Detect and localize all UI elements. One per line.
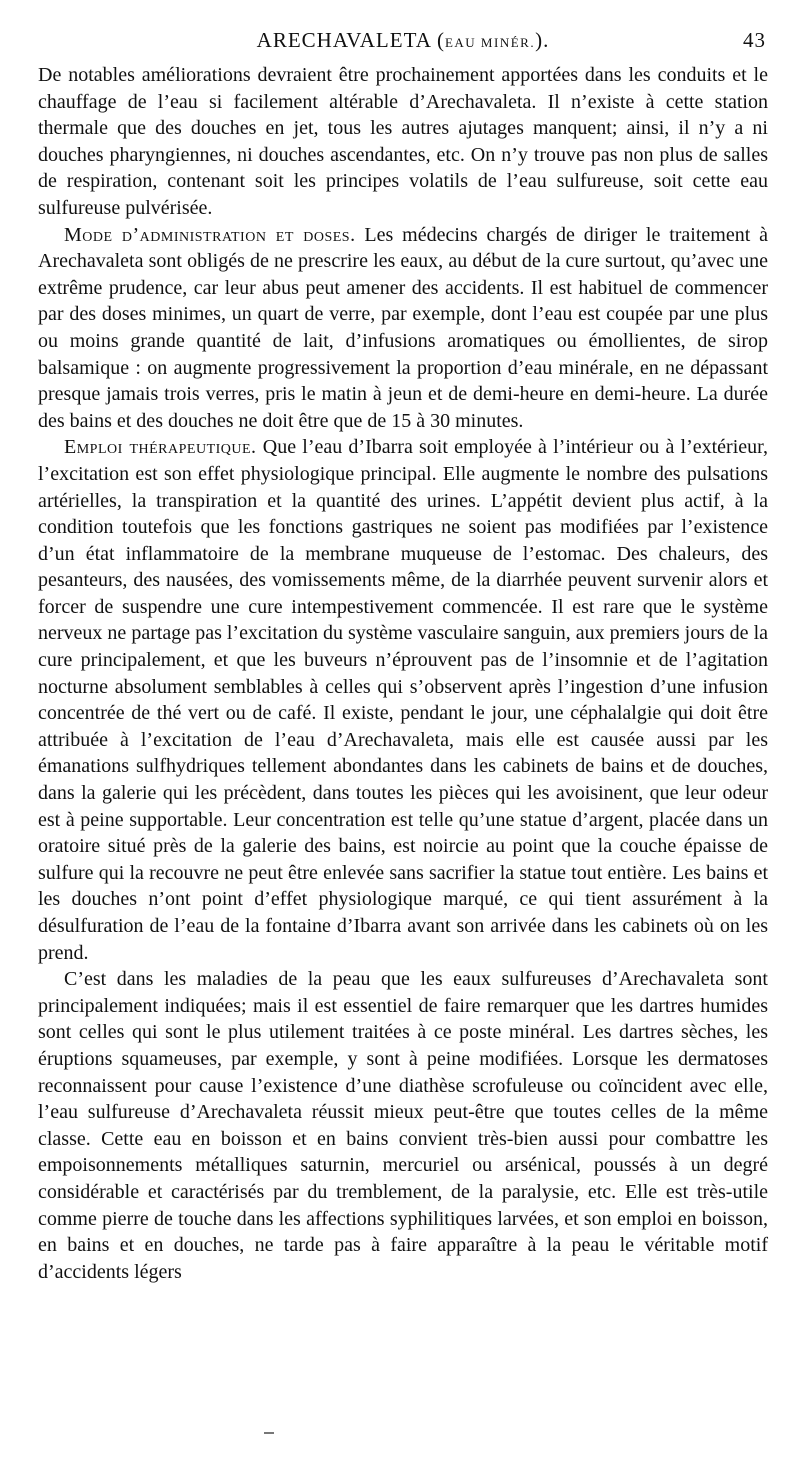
running-title-end: ).: [535, 28, 550, 52]
paragraph-administration: [38, 222, 768, 435]
running-title: [38, 28, 768, 53]
running-title-main: ARECHAVALETA (: [256, 28, 445, 52]
rubric-administration: Mode d’administration et doses.: [64, 223, 356, 246]
page-number: 43: [743, 28, 766, 52]
rubric-therapeutic: Emploi thérapeutique.: [64, 436, 257, 459]
footer-dash: [264, 1432, 274, 1434]
body-text: [38, 62, 768, 1285]
book-page: [38, 28, 768, 1285]
running-head: [38, 28, 768, 62]
paragraph-therapeutic: [38, 434, 768, 966]
paragraph-installations: De notables améliorations devraient être prochainement apportées dans les conduits et le chauffage de l’eau si facilement altérable d’Arechavaleta. Il n’existe à cette station thermale que des douches en jet, tous les autres ajutages manquent; ainsi, il n’y a ni douches pharyngiennes, ni douches ascendantes, etc. On n’y trouve pas non plus de salles de respiration, contenant soit les principes volatils de l’eau sulfureuse, soit cette eau sulfureuse pulvérisée.: [38, 64, 768, 219]
running-title-small-caps: EAU MINÉR.: [444, 35, 536, 50]
paragraph-administration-text: Les médecins chargés de diriger le traitement à Arechavaleta sont obligés de ne prescrire les eaux, au début de la cure surtout, qu’avec une extrême prudence, car leur abus peut amener des accidents. Il est habituel de commencer par des doses minimes, un quart de verre, par exemple, dont l’eau est coupée par une plus ou moins grande quantité de lait, d’infusions aromatiques ou émollientes, de sirop balsamique : on augmente progressivement la proportion d’eau minérale, en ne dépassant presque jamais trois verres, pris le matin à jeun et de demi-heure en demi-heure. La durée des bains et des douches ne doit être que de 15 à 30 minutes.: [38, 223, 768, 432]
paragraph-therapeutic-text: Que l’eau d’Ibarra soit employée à l’intérieur ou à l’extérieur, l’excitation est son effet physiologique principal. Elle augmente le nombre des pulsations artérielles, la transpiration et la quantité des urines. L’appétit devient plus actif, à la condition toutefois que les fonctions gastriques ne soient pas modifiées par l’existence d’un état inflammatoire de la membrane muqueuse de l’estomac. Des chaleurs, des pesanteurs, des nausées, des vomissements même, de la diarrhée peuvent survenir alors et forcer de suspendre une cure intempestivement commencée. Il est rare que le système nerveux ne partage pas l’excitation du système vasculaire sanguin, aux premiers jours de la cure principalement, et que les buveurs n’éprouvent pas de l’insomnie et de l’agitation nocturne absolument semblables à celles qui s’observent après l’ingestion d’une infusion concentrée de thé vert ou de café. Il existe, pendant le jour, une céphalalgie qui doit être attribuée à l’excitation de l’eau d’Arechavaleta, mais elle est causée aussi par les émanations sulfhydriques tellement abondantes dans les cabinets de bains et de douches, dans la galerie qui les précèdent, dans toutes les pièces qui les avoisinent, que leur odeur est à peine supportable. Leur concentration est telle qu’une statue d’argent, placée dans un oratoire situé près de la galerie des bains, est noircie au point que la couche épaisse de sulfure qui la recouvre ne peut être enlevée sans sacrifier la statue tout entière. Les bains et les douches n’ont point d’effet physiologique marqué, ce qui tient assurément à la désulfuration de l’eau de la fontaine d’Ibarra avant son arrivée dans les cabinets où on les prend.: [38, 436, 768, 964]
paragraph-skin-diseases: C’est dans les maladies de la peau que les eaux sulfureuses d’Arechavaleta sont principalement indiquées; mais il est essentiel de faire remarquer que les dartres humides sont celles qui sont le plus utilement traitées à ce poste minéral. Les dartres sèches, les éruptions squameuses, par exemple, y sont à peine modifiées. Lorsque les dermatoses reconnaissent pour cause l’existence d’une diathèse scrofuleuse ou coïncident avec elle, l’eau sulfureuse d’Arechavaleta réussit mieux peut-être que toutes celles de la même classe. Cette eau en boisson et en bains convient très-bien aussi pour combattre les empoisonnements métalliques saturnin, mercuriel ou arsénical, poussés à un degré considérable et caractérisés par du tremblement, de la paralysie, etc. Elle est très-utile comme pierre de touche dans les affections syphilitiques larvées, et son emploi en boisson, en bains et en douches, ne tarde pas à faire apparaître à la peau le véritable motif d’accidents légers: [38, 968, 768, 1283]
